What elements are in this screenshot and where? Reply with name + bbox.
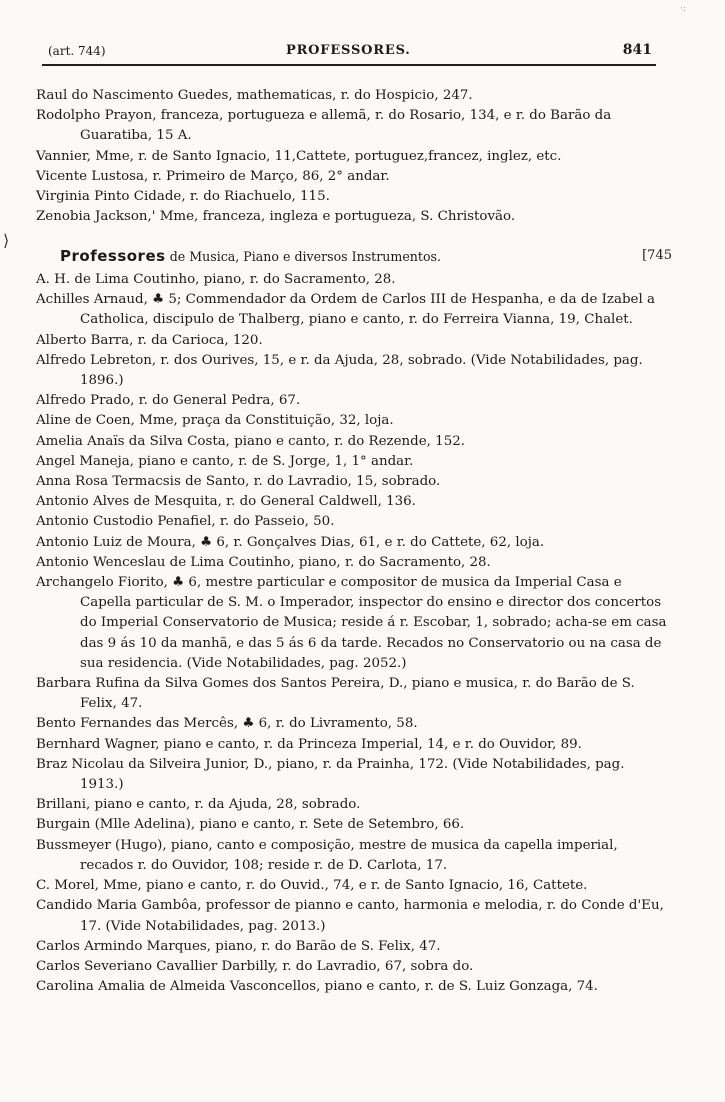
list-entry: Bussmeyer (Hugo), piano, canto e composição, mestre de musica da capella imperial, recados r. do Ouvidor, 108; reside r. de D. Carlota, 17. [36,837,618,873]
list-entry: Burgain (Mlle Adelina), piano e canto, r. Sete de Setembro, 66. [36,817,465,833]
list-entry: Anna Rosa Termacsis de Santo, r. do Lavradio, 15, sobrado. [36,474,441,490]
list-entry: Achilles Arnaud, ♣ 5; Commendador da Ordem de Carlos III de Hespanha, e da de Izabel a Catholica, discipulo de Thalberg, piano e canto, r. do Ferreira Vianna, 19, Chalet. [36,292,655,328]
list-entry: Antonio Custodio Penafiel, r. do Passeio, 50. [36,514,335,530]
list-entry: Barbara Rufina da Silva Gomes dos Santos Pereira, D., piano e musica, r. do Barão de S. Felix, 47. [36,676,635,712]
section-number: [745 [642,248,672,263]
list-entry: C. Morel, Mme, piano e canto, r. do Ouvid., 74, e r. de Santo Ignacio, 16, Cattete. [36,878,588,894]
list-entry: Archangelo Fiorito, ♣ 6, mestre particular e compositor de musica da Imperial Casa e Capella particular de S. M. o Imperador, inspector do ensino e director dos concertos do Imperial Conservatorio de Musica; reside á r. Escobar, 1, sobrado; acha-se em casa das 9 ás 10 da manhã, e das 5 ás 6 da tarde. Recados no Conservatorio ou na casa de sua residencia. (Vide Notabilidades, pag. 2052.) [36,575,667,671]
list-entry: Alfredo Prado, r. do General Pedra, 67. [36,393,301,409]
list-entry: Braz Nicolau da Silveira Junior, D., piano, r. da Prainha, 172. (Vide Notabilidades, pag. 1913.) [36,756,625,793]
list-entry: Vannier, Mme, r. de Santo Ignacio, 11,Cattete, portuguez,francez, inglez, etc. [36,148,562,164]
page-number: 841 [622,42,652,58]
list-entry: Brillani, piano e canto, r. da Ajuda, 28, sobrado. [36,797,361,813]
list-entry: A. H. de Lima Coutinho, piano, r. do Sacramento, 28. [36,272,396,287]
margin-mark-icon: ⟩ [3,231,10,250]
list-entry: Carlos Armindo Marques, piano, r. do Barão de S. Felix, 47. [36,938,441,954]
list-entry: Zenobia Jackson,' Mme, franceza, ingleza e portugueza, S. Christovão. [36,209,516,225]
language-teachers-list [36,86,670,227]
list-entry: Alberto Barra, r. da Carioca, 120. [36,332,263,348]
list-entry: Aline de Coen, Mme, praça da Constituição, 32, loja. [36,413,394,429]
section-heading [60,246,672,268]
list-entry: Vicente Lustosa, r. Primeiro de Março, 86, 2° andar. [36,168,390,184]
page-title: PROFESSORES. [286,43,411,58]
list-entry: Candido Maria Gambôa, professor de pianno e canto, harmonia e melodia, r. do Conde d'Eu, 17. (Vide Notabilidades, pag. 2013.) [36,898,664,934]
article-reference: (art. 744) [48,44,106,58]
list-entry: Bento Fernandes das Mercês, ♣ 6, r. do Livramento, 58. [36,716,418,732]
list-entry: Antonio Wenceslau de Lima Coutinho, piano, r. do Sacramento, 28. [36,554,491,570]
section-title: Professores [60,247,166,265]
list-entry: Virginia Pinto Cidade, r. do Riachuelo, 115. [36,189,330,205]
list-entry: Carlos Severiano Cavallier Darbilly, r. do Lavradio, 67, sobra do. [36,958,474,974]
list-entry: Antonio Alves de Mesquita, r. do General Caldwell, 136. [36,494,416,510]
list-entry: Antonio Luiz de Moura, ♣ 6, r. Gonçalves Dias, 61, e r. do Cattete, 62, loja. [36,534,545,550]
paper-speck: ·: [680,4,686,14]
list-entry: Alfredo Lebreton, r. dos Ourives, 15, e r. da Ajuda, 28, sobrado. (Vide Notabilidades, pag. 1896.) [36,352,643,389]
list-entry: Rodolpho Prayon, franceza, portugueza e allemã, r. do Rosario, 134, e r. do Barão da Guaratiba, 15 A. [36,108,612,144]
section-subtitle: de Musica, Piano e diversos Instrumentos. [169,249,441,264]
list-entry: Amelia Anaïs da Silva Costa, piano e canto, r. do Rezende, 152. [36,433,465,449]
header-rule [42,64,656,66]
running-header [36,42,656,62]
list-entry: Carolina Amalia de Almeida Vasconcellos, piano e canto, r. de S. Luiz Gonzaga, 74. [36,979,598,995]
list-entry: Raul do Nascimento Guedes, mathematicas, r. do Hospicio, 247. [36,88,473,103]
list-entry: Bernhard Wagner, piano e canto, r. da Princeza Imperial, 14, e r. do Ouvidor, 89. [36,736,582,752]
list-entry: Angel Maneja, piano e canto, r. de S. Jorge, 1, 1° andar. [36,453,414,469]
music-teachers-list [36,270,670,997]
